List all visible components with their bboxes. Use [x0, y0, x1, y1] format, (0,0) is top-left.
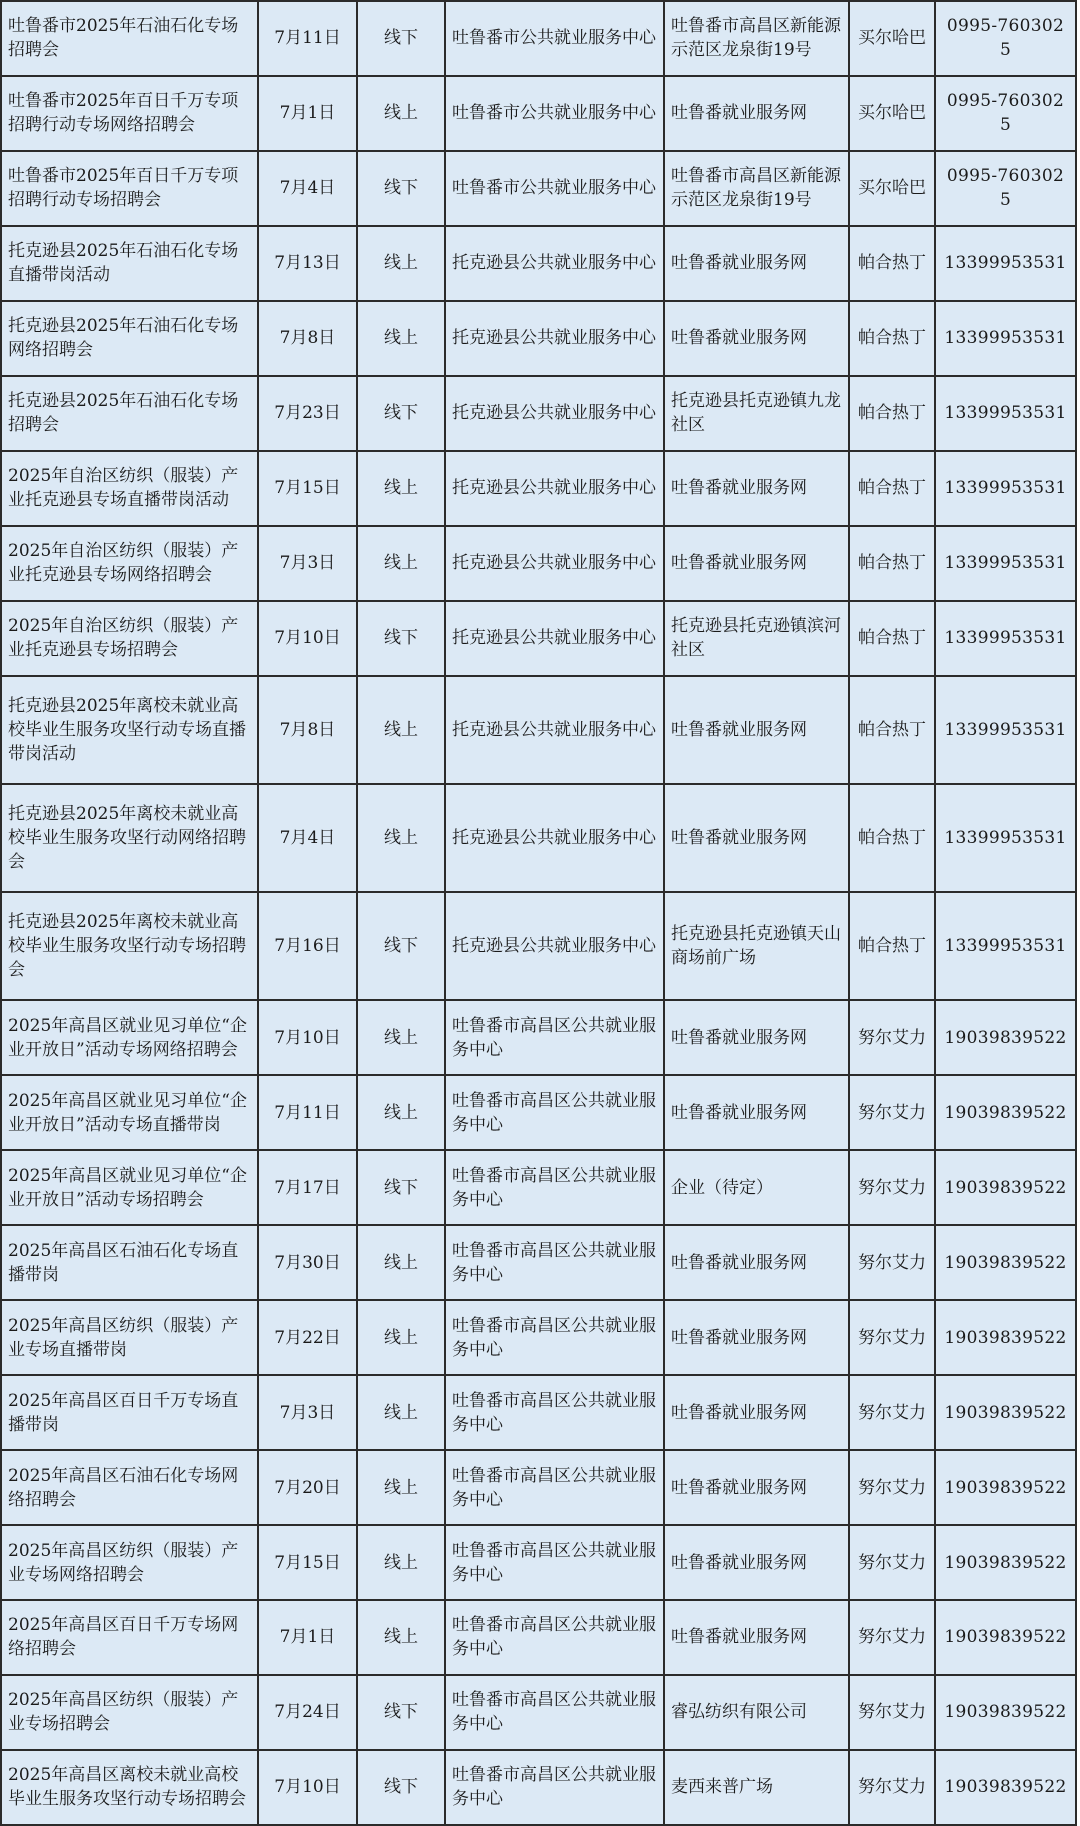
event-date-cell: 7月11日 — [258, 1, 357, 76]
event-date-cell: 7月17日 — [258, 1150, 357, 1225]
location-cell: 吐鲁番市高昌区新能源示范区龙泉街19号 — [664, 151, 849, 226]
table-row — [1, 451, 1076, 526]
event-name-cell: 托克逊县2025年石油石化专场直播带岗活动 — [1, 226, 258, 301]
phone-cell: 13399953531 — [935, 601, 1076, 676]
organizer-cell: 吐鲁番市公共就业服务中心 — [445, 151, 664, 226]
organizer-cell: 吐鲁番市高昌区公共就业服务中心 — [445, 1300, 664, 1375]
organizer-cell: 托克逊县公共就业服务中心 — [445, 892, 664, 1000]
location-cell: 吐鲁番就业服务网 — [664, 451, 849, 526]
event-date-cell: 7月3日 — [258, 526, 357, 601]
location-cell: 吐鲁番就业服务网 — [664, 1225, 849, 1300]
event-name-cell: 吐鲁番市2025年百日千万专项招聘行动专场网络招聘会 — [1, 76, 258, 151]
table-row — [1, 784, 1076, 892]
event-date-cell: 7月11日 — [258, 1075, 357, 1150]
event-date-cell: 7月22日 — [258, 1300, 357, 1375]
location-cell: 吐鲁番就业服务网 — [664, 1600, 849, 1675]
contact-person-cell: 帕合热丁 — [849, 601, 935, 676]
phone-cell: 13399953531 — [935, 301, 1076, 376]
location-cell: 吐鲁番就业服务网 — [664, 784, 849, 892]
contact-person-cell: 帕合热丁 — [849, 784, 935, 892]
phone-cell: 0995-7603025 — [935, 151, 1076, 226]
organizer-cell: 吐鲁番市高昌区公共就业服务中心 — [445, 1000, 664, 1075]
event-mode-cell: 线下 — [357, 376, 445, 451]
contact-person-cell: 努尔艾力 — [849, 1375, 935, 1450]
event-mode-cell: 线上 — [357, 301, 445, 376]
phone-cell: 13399953531 — [935, 892, 1076, 1000]
organizer-cell: 吐鲁番市高昌区公共就业服务中心 — [445, 1150, 664, 1225]
location-cell: 托克逊县托克逊镇天山商场前广场 — [664, 892, 849, 1000]
contact-person-cell: 买尔哈巴 — [849, 76, 935, 151]
event-name-cell: 吐鲁番市2025年百日千万专项招聘行动专场招聘会 — [1, 151, 258, 226]
contact-person-cell: 努尔艾力 — [849, 1750, 935, 1825]
phone-cell: 19039839522 — [935, 1375, 1076, 1450]
event-name-cell: 2025年自治区纺织（服装）产业托克逊县专场网络招聘会 — [1, 526, 258, 601]
table-row — [1, 676, 1076, 784]
organizer-cell: 托克逊县公共就业服务中心 — [445, 601, 664, 676]
phone-cell: 19039839522 — [935, 1600, 1076, 1675]
organizer-cell: 托克逊县公共就业服务中心 — [445, 301, 664, 376]
phone-cell: 0995-7603025 — [935, 1, 1076, 76]
table-row — [1, 1225, 1076, 1300]
location-cell: 吐鲁番就业服务网 — [664, 1375, 849, 1450]
event-mode-cell: 线上 — [357, 76, 445, 151]
organizer-cell: 吐鲁番市公共就业服务中心 — [445, 1, 664, 76]
event-mode-cell: 线上 — [357, 1300, 445, 1375]
table-row — [1, 376, 1076, 451]
table-row — [1, 1075, 1076, 1150]
organizer-cell: 吐鲁番市高昌区公共就业服务中心 — [445, 1075, 664, 1150]
contact-person-cell: 努尔艾力 — [849, 1075, 935, 1150]
event-mode-cell: 线上 — [357, 1000, 445, 1075]
event-mode-cell: 线下 — [357, 1, 445, 76]
location-cell: 吐鲁番就业服务网 — [664, 226, 849, 301]
organizer-cell: 托克逊县公共就业服务中心 — [445, 451, 664, 526]
organizer-cell: 托克逊县公共就业服务中心 — [445, 784, 664, 892]
phone-cell: 13399953531 — [935, 376, 1076, 451]
phone-cell: 13399953531 — [935, 451, 1076, 526]
organizer-cell: 吐鲁番市高昌区公共就业服务中心 — [445, 1225, 664, 1300]
event-mode-cell: 线下 — [357, 892, 445, 1000]
table-row — [1, 1, 1076, 76]
phone-cell: 13399953531 — [935, 526, 1076, 601]
event-date-cell: 7月4日 — [258, 151, 357, 226]
table-row — [1, 1750, 1076, 1825]
phone-cell: 19039839522 — [935, 1075, 1076, 1150]
event-date-cell: 7月20日 — [258, 1450, 357, 1525]
event-name-cell: 2025年高昌区百日千万专场直播带岗 — [1, 1375, 258, 1450]
event-mode-cell: 线上 — [357, 451, 445, 526]
event-name-cell: 2025年自治区纺织（服装）产业托克逊县专场招聘会 — [1, 601, 258, 676]
phone-cell: 13399953531 — [935, 676, 1076, 784]
event-date-cell: 7月1日 — [258, 76, 357, 151]
location-cell: 吐鲁番就业服务网 — [664, 1075, 849, 1150]
location-cell: 吐鲁番就业服务网 — [664, 76, 849, 151]
contact-person-cell: 买尔哈巴 — [849, 151, 935, 226]
table-row — [1, 601, 1076, 676]
organizer-cell: 托克逊县公共就业服务中心 — [445, 376, 664, 451]
event-mode-cell: 线下 — [357, 1675, 445, 1750]
location-cell: 吐鲁番就业服务网 — [664, 1300, 849, 1375]
event-mode-cell: 线上 — [357, 1225, 445, 1300]
location-cell: 托克逊县托克逊镇九龙社区 — [664, 376, 849, 451]
event-mode-cell: 线上 — [357, 526, 445, 601]
contact-person-cell: 努尔艾力 — [849, 1150, 935, 1225]
location-cell: 吐鲁番市高昌区新能源示范区龙泉街19号 — [664, 1, 849, 76]
location-cell: 企业（待定） — [664, 1150, 849, 1225]
phone-cell: 19039839522 — [935, 1675, 1076, 1750]
table-row — [1, 1000, 1076, 1075]
organizer-cell: 托克逊县公共就业服务中心 — [445, 226, 664, 301]
event-name-cell: 2025年高昌区石油石化专场网络招聘会 — [1, 1450, 258, 1525]
organizer-cell: 吐鲁番市高昌区公共就业服务中心 — [445, 1600, 664, 1675]
table-row — [1, 1150, 1076, 1225]
event-name-cell: 吐鲁番市2025年石油石化专场招聘会 — [1, 1, 258, 76]
event-name-cell: 托克逊县2025年石油石化专场网络招聘会 — [1, 301, 258, 376]
table-body — [1, 1, 1076, 1825]
event-name-cell: 2025年高昌区纺织（服装）产业专场招聘会 — [1, 1675, 258, 1750]
event-name-cell: 2025年高昌区纺织（服装）产业专场直播带岗 — [1, 1300, 258, 1375]
organizer-cell: 吐鲁番市高昌区公共就业服务中心 — [445, 1525, 664, 1600]
contact-person-cell: 努尔艾力 — [849, 1000, 935, 1075]
contact-person-cell: 帕合热丁 — [849, 376, 935, 451]
location-cell: 麦西来普广场 — [664, 1750, 849, 1825]
table-row — [1, 76, 1076, 151]
phone-cell: 19039839522 — [935, 1150, 1076, 1225]
contact-person-cell: 努尔艾力 — [849, 1675, 935, 1750]
event-date-cell: 7月13日 — [258, 226, 357, 301]
phone-cell: 19039839522 — [935, 1000, 1076, 1075]
contact-person-cell: 帕合热丁 — [849, 451, 935, 526]
contact-person-cell: 买尔哈巴 — [849, 1, 935, 76]
event-name-cell: 托克逊县2025年离校未就业高校毕业生服务攻坚行动网络招聘会 — [1, 784, 258, 892]
event-mode-cell: 线上 — [357, 1450, 445, 1525]
phone-cell: 19039839522 — [935, 1225, 1076, 1300]
organizer-cell: 吐鲁番市公共就业服务中心 — [445, 76, 664, 151]
table-row — [1, 1600, 1076, 1675]
event-name-cell: 托克逊县2025年离校未就业高校毕业生服务攻坚行动专场直播带岗活动 — [1, 676, 258, 784]
event-date-cell: 7月16日 — [258, 892, 357, 1000]
table-row — [1, 526, 1076, 601]
event-name-cell: 2025年高昌区石油石化专场直播带岗 — [1, 1225, 258, 1300]
organizer-cell: 吐鲁番市高昌区公共就业服务中心 — [445, 1750, 664, 1825]
event-mode-cell: 线下 — [357, 601, 445, 676]
phone-cell: 19039839522 — [935, 1750, 1076, 1825]
table-row — [1, 1450, 1076, 1525]
event-date-cell: 7月24日 — [258, 1675, 357, 1750]
table-row — [1, 301, 1076, 376]
event-date-cell: 7月3日 — [258, 1375, 357, 1450]
contact-person-cell: 努尔艾力 — [849, 1450, 935, 1525]
event-date-cell: 7月10日 — [258, 601, 357, 676]
event-date-cell: 7月23日 — [258, 376, 357, 451]
phone-cell: 19039839522 — [935, 1300, 1076, 1375]
event-name-cell: 2025年高昌区离校未就业高校毕业生服务攻坚行动专场招聘会 — [1, 1750, 258, 1825]
location-cell: 吐鲁番就业服务网 — [664, 1450, 849, 1525]
contact-person-cell: 努尔艾力 — [849, 1525, 935, 1600]
event-date-cell: 7月8日 — [258, 301, 357, 376]
table-row — [1, 1675, 1076, 1750]
contact-person-cell: 帕合热丁 — [849, 892, 935, 1000]
organizer-cell: 吐鲁番市高昌区公共就业服务中心 — [445, 1675, 664, 1750]
contact-person-cell: 努尔艾力 — [849, 1300, 935, 1375]
location-cell: 吐鲁番就业服务网 — [664, 676, 849, 784]
location-cell: 托克逊县托克逊镇滨河社区 — [664, 601, 849, 676]
event-mode-cell: 线下 — [357, 1750, 445, 1825]
phone-cell: 13399953531 — [935, 226, 1076, 301]
organizer-cell: 吐鲁番市高昌区公共就业服务中心 — [445, 1450, 664, 1525]
event-date-cell: 7月15日 — [258, 451, 357, 526]
table-row — [1, 1300, 1076, 1375]
event-name-cell: 2025年高昌区就业见习单位“企业开放日”活动专场招聘会 — [1, 1150, 258, 1225]
location-cell: 吐鲁番就业服务网 — [664, 301, 849, 376]
table-row — [1, 226, 1076, 301]
phone-cell: 19039839522 — [935, 1450, 1076, 1525]
contact-person-cell: 帕合热丁 — [849, 676, 935, 784]
event-date-cell: 7月10日 — [258, 1750, 357, 1825]
contact-person-cell: 努尔艾力 — [849, 1225, 935, 1300]
table-row — [1, 892, 1076, 1000]
contact-person-cell: 努尔艾力 — [849, 1600, 935, 1675]
location-cell: 吐鲁番就业服务网 — [664, 1000, 849, 1075]
event-name-cell: 2025年高昌区纺织（服装）产业专场网络招聘会 — [1, 1525, 258, 1600]
event-mode-cell: 线上 — [357, 1375, 445, 1450]
event-name-cell: 托克逊县2025年离校未就业高校毕业生服务攻坚行动专场招聘会 — [1, 892, 258, 1000]
event-date-cell: 7月4日 — [258, 784, 357, 892]
event-date-cell: 7月10日 — [258, 1000, 357, 1075]
phone-cell: 13399953531 — [935, 784, 1076, 892]
organizer-cell: 托克逊县公共就业服务中心 — [445, 526, 664, 601]
event-mode-cell: 线下 — [357, 151, 445, 226]
event-date-cell: 7月30日 — [258, 1225, 357, 1300]
contact-person-cell: 帕合热丁 — [849, 526, 935, 601]
event-name-cell: 2025年高昌区就业见习单位“企业开放日”活动专场直播带岗 — [1, 1075, 258, 1150]
location-cell: 吐鲁番就业服务网 — [664, 1525, 849, 1600]
organizer-cell: 吐鲁番市高昌区公共就业服务中心 — [445, 1375, 664, 1450]
event-mode-cell: 线上 — [357, 676, 445, 784]
event-date-cell: 7月1日 — [258, 1600, 357, 1675]
table-row — [1, 151, 1076, 226]
table-row — [1, 1375, 1076, 1450]
event-date-cell: 7月8日 — [258, 676, 357, 784]
phone-cell: 0995-7603025 — [935, 76, 1076, 151]
event-mode-cell: 线上 — [357, 1600, 445, 1675]
event-name-cell: 2025年自治区纺织（服装）产业托克逊县专场直播带岗活动 — [1, 451, 258, 526]
event-date-cell: 7月15日 — [258, 1525, 357, 1600]
phone-cell: 19039839522 — [935, 1525, 1076, 1600]
event-name-cell: 托克逊县2025年石油石化专场招聘会 — [1, 376, 258, 451]
event-name-cell: 2025年高昌区百日千万专场网络招聘会 — [1, 1600, 258, 1675]
contact-person-cell: 帕合热丁 — [849, 301, 935, 376]
table-row — [1, 1525, 1076, 1600]
event-name-cell: 2025年高昌区就业见习单位“企业开放日”活动专场网络招聘会 — [1, 1000, 258, 1075]
event-mode-cell: 线上 — [357, 1075, 445, 1150]
contact-person-cell: 帕合热丁 — [849, 226, 935, 301]
organizer-cell: 托克逊县公共就业服务中心 — [445, 676, 664, 784]
event-mode-cell: 线上 — [357, 784, 445, 892]
event-mode-cell: 线下 — [357, 1150, 445, 1225]
event-mode-cell: 线上 — [357, 1525, 445, 1600]
location-cell: 睿弘纺织有限公司 — [664, 1675, 849, 1750]
event-mode-cell: 线上 — [357, 226, 445, 301]
location-cell: 吐鲁番就业服务网 — [664, 526, 849, 601]
